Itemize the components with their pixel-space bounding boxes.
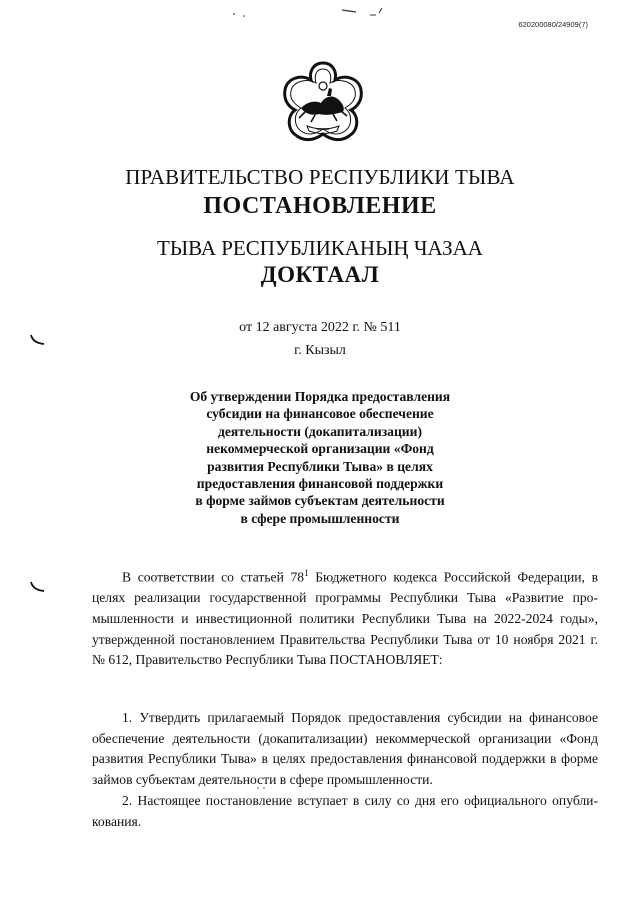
government-title-ru: ПРАВИТЕЛЬСТВО РЕСПУБЛИКИ ТЫВА xyxy=(125,165,515,189)
article-superscript: 1 xyxy=(304,568,309,578)
punch-mark-lower xyxy=(30,580,46,594)
tyva-emblem-icon xyxy=(275,58,371,150)
title-line: предоставления финансовой поддержки xyxy=(196,476,444,492)
document-city: г. Кызыл xyxy=(294,343,346,358)
resolution-item-2: 2. Настоящее постановление вступает в силу со дня его официального опубликования. xyxy=(92,792,598,829)
document-date-number: от 12 августа 2022 г. № 511 xyxy=(239,320,401,335)
government-title-tyva: ТЫВА РЕСПУБЛИКАНЫҢ ЧАЗАА xyxy=(157,236,483,260)
title-line: Об утверждении Порядка предоставления xyxy=(189,389,451,404)
title-line: некоммерческой организации «Фонд xyxy=(206,441,434,457)
title-line: в сфере промышленности xyxy=(240,510,400,526)
document-code: 620200080/24909(7) xyxy=(518,20,588,29)
resolution-item-1: 1. Утвердить прилагаемый Порядок предоставления субсидии на финансовое обеспечение деятельности (докапитализации) некоммерческой организации «Фонд развития Республики Тыва» в целях предоставления финансовой поддержки в форме займов субъектам деятельности в сфере промышленности. xyxy=(92,710,598,788)
document-title xyxy=(140,388,500,527)
preamble-text-start: В соответствии со статьей 78 xyxy=(122,569,305,585)
preamble-text-end: Бюджетного кодекса Российской Федерации, в целях реализации государственной программы Республики Тыва «Развитие промышленности и инвестиционной политики Республики Тыва на 2022-2024 годы», утвержденной постановлением Правительства Республики Тыва от 10 ноября 2021 г. № 612, Правительство Республики Тыва ПОСТАНОВЛЯЕТ: xyxy=(92,569,598,668)
title-line: субсидии на финансовое обеспечение xyxy=(206,406,434,422)
document-type-tyva: ДОКТААЛ xyxy=(260,262,380,287)
document-type-ru: ПОСТАНОВЛЕНИЕ xyxy=(203,193,437,219)
title-line: в форме займов субъектам деятельности xyxy=(195,493,445,509)
preamble-paragraph xyxy=(92,563,598,671)
resolution-items xyxy=(92,708,598,832)
title-line: деятельности (докапитализации) xyxy=(218,423,422,439)
title-line: развития Республики Тыва» в целях xyxy=(207,458,433,474)
scan-mark-top xyxy=(230,6,400,20)
